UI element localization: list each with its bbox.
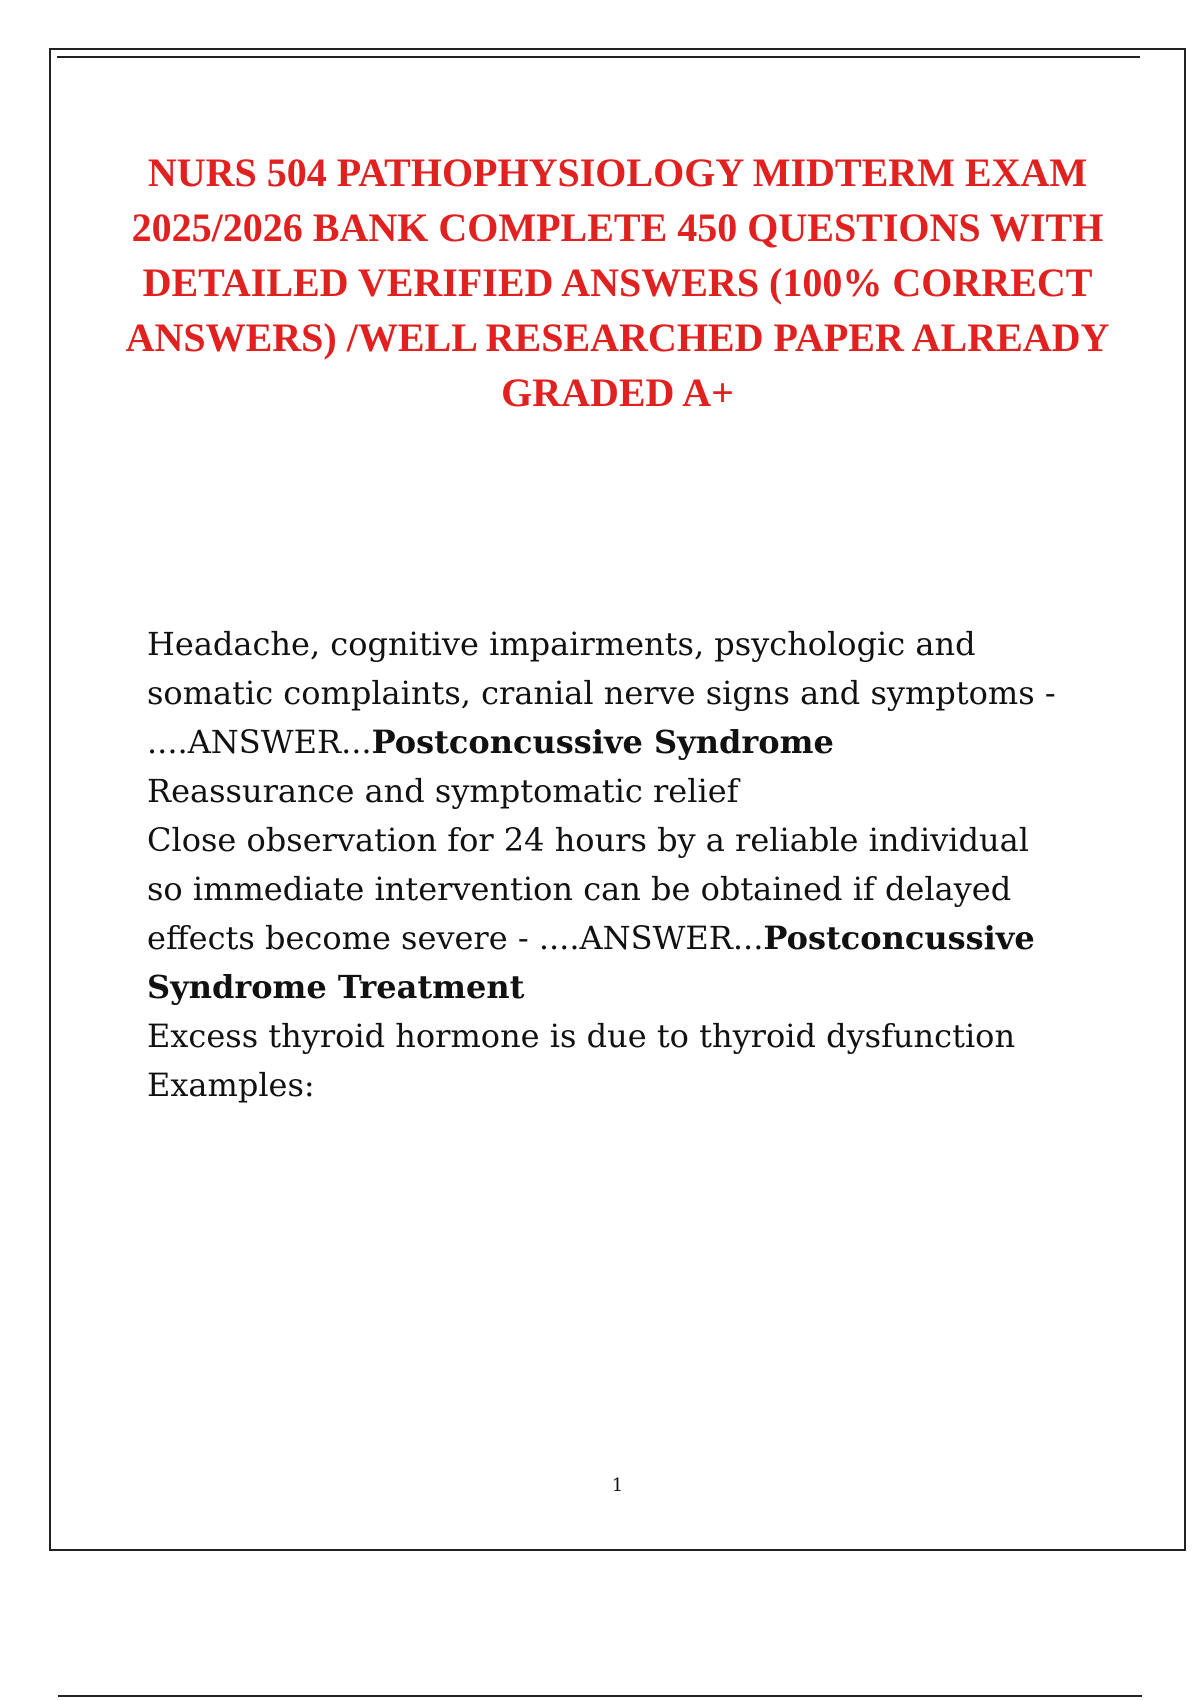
question-text: Headache, cognitive impairments, psychologic and somatic complaints, cranial nerve signs and symptoms - bbox=[147, 625, 1056, 712]
qa-item bbox=[147, 620, 1074, 767]
page-number: 1 bbox=[611, 1475, 624, 1496]
question-text: Close observation for 24 hours by a reliable individual so immediate intervention can be obtained if delayed effects become severe - bbox=[147, 821, 1029, 957]
qa-content bbox=[147, 620, 1074, 1110]
page-frame bbox=[49, 48, 1186, 1551]
question-line: Reassurance and symptomatic relief bbox=[147, 772, 739, 810]
answer-marker: ....ANSWER... bbox=[147, 723, 372, 761]
next-page-top-rule bbox=[58, 1695, 1142, 1697]
answer-marker: ....ANSWER... bbox=[538, 919, 764, 957]
document-title: NURS 504 PATHOPHYSIOLOGY MIDTERM EXAM 2025/2026 BANK COMPLETE 450 QUESTIONS WITH DETAILED VERIFIED ANSWERS (100% CORRECT ANSWERS) /WELL RESEARCHED PAPER ALREADY GRADED A+ bbox=[125, 150, 1110, 415]
top-rule bbox=[57, 56, 1140, 58]
qa-item bbox=[147, 816, 1074, 1012]
question-line: Examples: bbox=[147, 1066, 315, 1104]
question-line: Excess thyroid hormone is due to thyroid dysfunction bbox=[147, 1017, 1016, 1055]
answer-text: Postconcussive Syndrome bbox=[371, 723, 834, 761]
answer-text: Postconcussive Syndrome Treatment bbox=[147, 919, 1035, 1006]
